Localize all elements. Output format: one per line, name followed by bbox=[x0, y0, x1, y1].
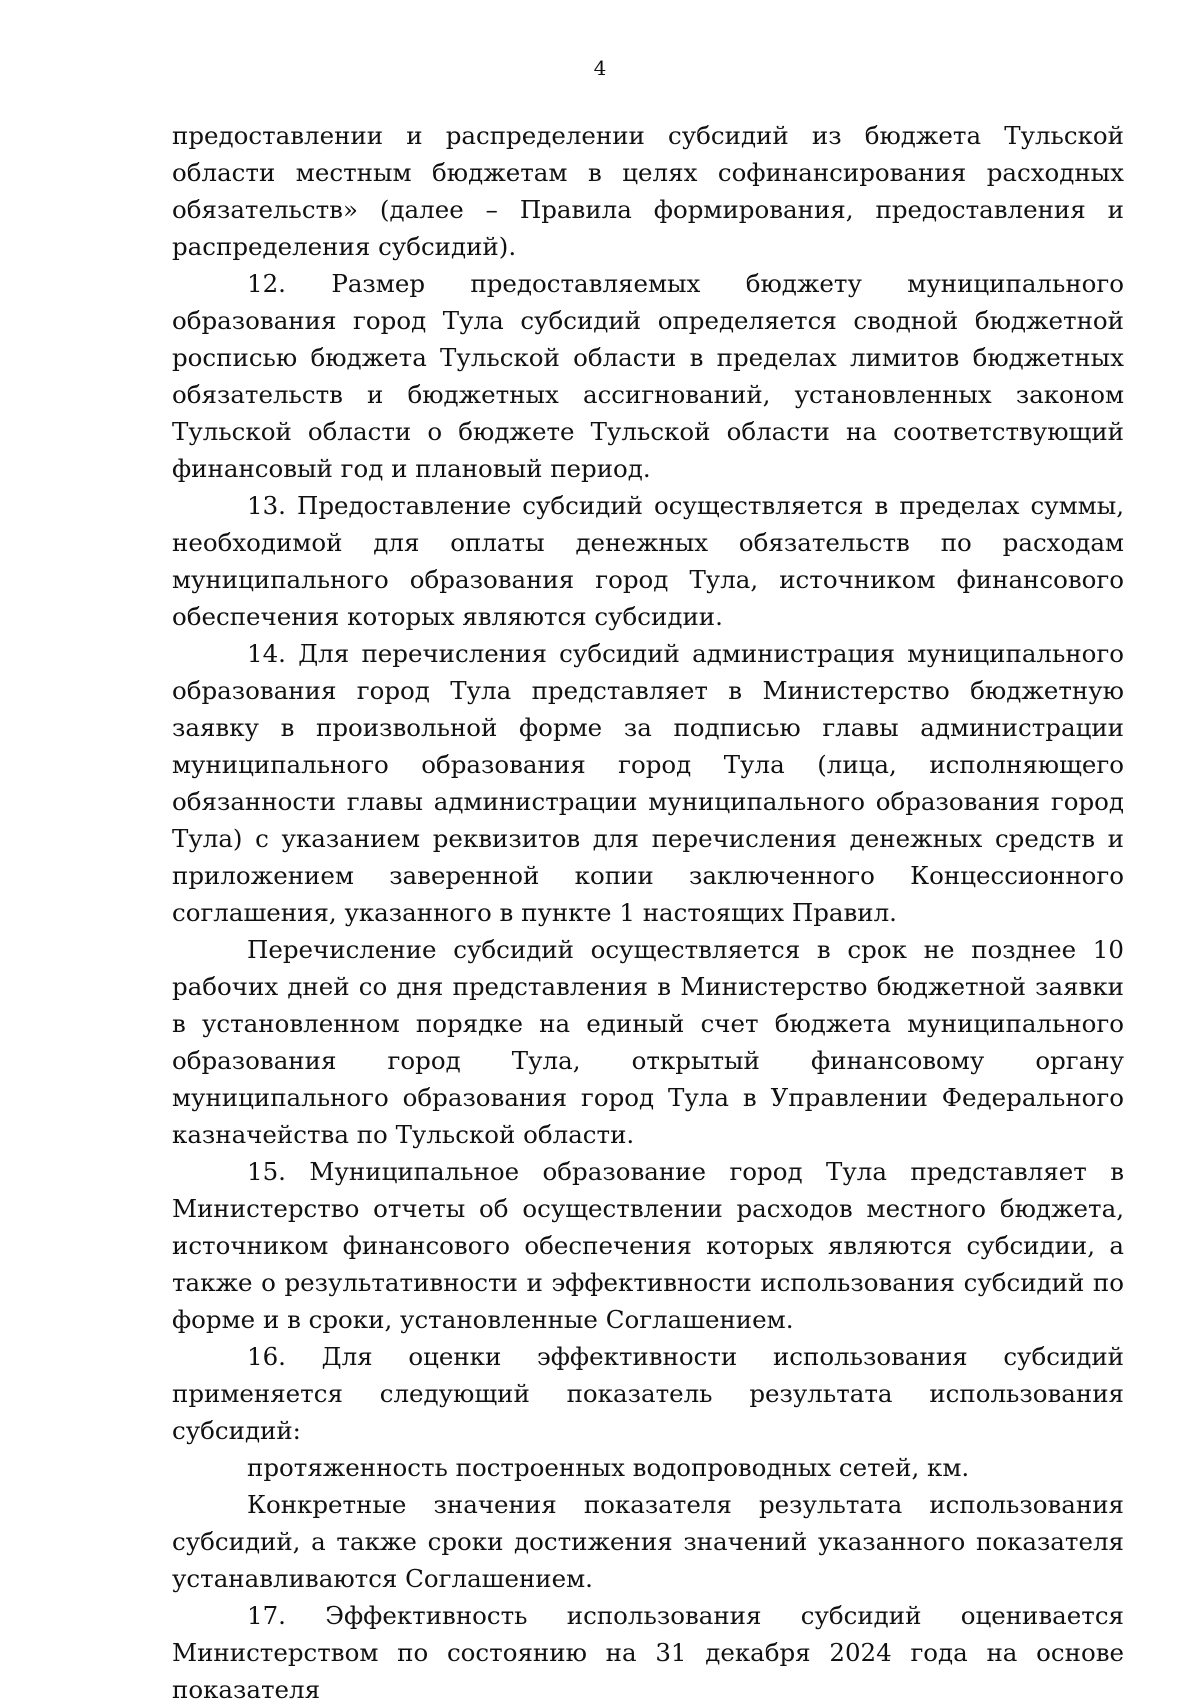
document-body bbox=[172, 117, 1124, 1708]
paragraph-indicator-values: Конкретные значения показателя результата использования субсидий, а также сроки достижения значений указанного показателя устанавливаются Соглашением. bbox=[172, 1490, 1124, 1593]
paragraph-item-16: 16. Для оценки эффективности использования субсидий применяется следующий показатель результата использования субсидий: bbox=[172, 1342, 1124, 1445]
page-number: 4 bbox=[593, 56, 607, 80]
paragraph-indicator: протяженность построенных водопроводных сетей, км. bbox=[247, 1453, 970, 1482]
paragraph-item-17: 17. Эффективность использования субсидий оценивается Министерством по состоянию на 31 декабря 2024 года на основе показателя bbox=[172, 1601, 1124, 1704]
paragraph-transfer-terms: Перечисление субсидий осуществляется в срок не позднее 10 рабочих дней со дня представления в Министерство бюджетной заявки в установленном порядке на единый счет бюджета муниципального образования город Тула, открытый финансовому органу муниципального образования город Тула в Управлении Федерального казначейства по Тульской области. bbox=[172, 935, 1124, 1149]
paragraph-item-12: 12. Размер предоставляемых бюджету муниципального образования город Тула субсидий определяется сводной бюджетной росписью бюджета Тульской области в пределах лимитов бюджетных обязательств и бюджетных ассигнований, установленных законом Тульской области о бюджете Тульской области на соответствующий финансовый год и плановый период. bbox=[172, 269, 1124, 483]
paragraph-continuation: предоставлении и распределении субсидий из бюджета Тульской области местным бюджетам в целях софинансирования расходных обязательств» (далее – Правила формирования, предоставления и распределения субсидий). bbox=[172, 121, 1124, 261]
paragraph-item-15: 15. Муниципальное образование город Тула представляет в Министерство отчеты об осуществлении расходов местного бюджета, источником финансового обеспечения которых являются субсидии, а также о результативности и эффективности использования субсидий по форме и в сроки, установленные Соглашением. bbox=[172, 1157, 1124, 1334]
paragraph-item-14: 14. Для перечисления субсидий администрация муниципального образования город Тула представляет в Министерство бюджетную заявку в произвольной форме за подписью главы администрации муниципального образования город Тула (лица, исполняющего обязанности главы администрации муниципального образования город Тула) с указанием реквизитов для перечисления денежных средств и приложением заверенной копии заключенного Концессионного соглашения, указанного в пункте 1 настоящих Правил. bbox=[172, 639, 1124, 927]
paragraph-item-13: 13. Предоставление субсидий осуществляется в пределах суммы, необходимой для оплаты денежных обязательств по расходам муниципального образования город Тула, источником финансового обеспечения которых являются субсидии. bbox=[172, 491, 1124, 631]
